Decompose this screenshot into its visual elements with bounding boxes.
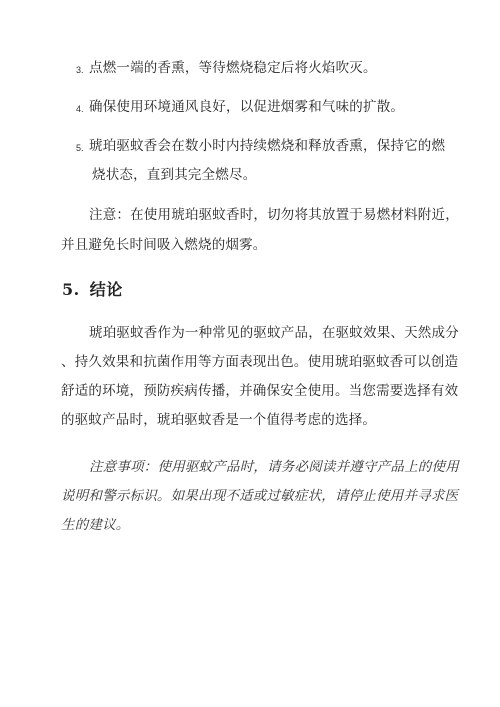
list-item-text-continued: 烧状态，直到其完全燃尽。	[92, 167, 257, 183]
list-number: 5.	[76, 143, 84, 153]
note-line: 注意事项：使用驱蚊产品时，请务必阅读并遵守产品上的使用	[89, 459, 459, 475]
list-item-text: 确保使用环境通风良好，以促进烟雾和气味的扩散。	[89, 99, 405, 115]
list-item-text: 琥珀驱蚊香会在数小时内持续燃烧和释放香熏，保持它的燃	[89, 138, 446, 154]
conclusion-line: 、持久效果和抗菌作用等方面表现出色。使用琥珀驱蚊香可以创造	[61, 354, 459, 370]
list-item-text: 点燃一端的香熏，等待燃烧稳定后将火焰吹灭。	[89, 60, 377, 76]
caution-line: 并且避免长时间吸入燃烧的烟雾。	[61, 237, 267, 253]
conclusion-line: 琥珀驱蚊香作为一种常见的驱蚊产品，在驱蚊效果、天然成分	[89, 325, 459, 341]
section-number: 5.	[62, 280, 80, 299]
section-title: 结论	[89, 280, 123, 299]
section-heading	[62, 277, 123, 300]
list-number: 3.	[76, 65, 84, 75]
caution-line: 注意：在使用琥珀驱蚊香时，切勿将其放置于易燃材料附近，	[89, 207, 459, 223]
conclusion-line: 舒适的环境，预防疾病传播，并确保安全使用。当您需要选择有效	[61, 383, 459, 399]
list-number: 4.	[76, 104, 84, 114]
note-line: 生的建议。	[61, 517, 130, 533]
conclusion-line: 的驱蚊产品时，琥珀驱蚊香是一个值得考虑的选择。	[61, 412, 377, 428]
note-line: 说明和警示标识。如果出现不适或过敏症状，请停止使用并寻求医	[61, 488, 459, 504]
